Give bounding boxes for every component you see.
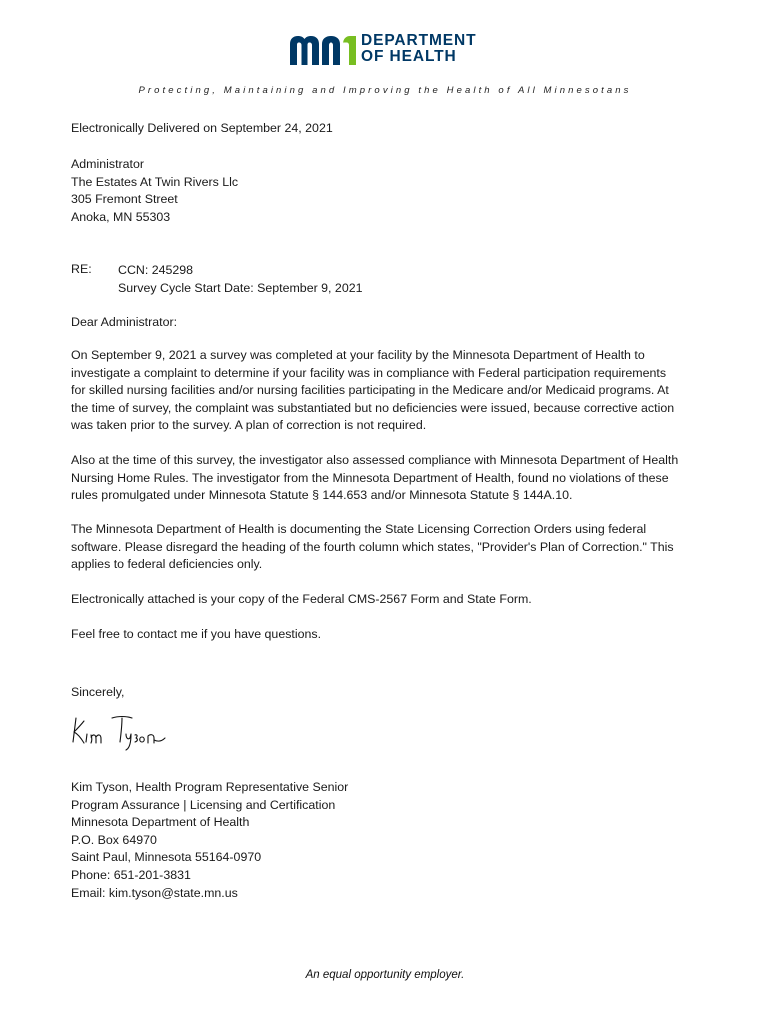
- salutation: Dear Administrator:: [71, 315, 178, 329]
- logo-text-line2: OF HEALTH: [361, 48, 457, 65]
- paragraph-attachment: Electronically attached is your copy of the Federal CMS-2567 Form and State Form.: [71, 592, 532, 606]
- paragraph-rules: [71, 452, 701, 505]
- paragraph-line: applies to federal deficiencies only.: [71, 557, 263, 572]
- footer-text: An equal opportunity employer.: [305, 969, 465, 981]
- paragraph-line: for skilled nursing facilities and/or nursing facilities participating in the Medicare and/or Medicaid programs. At: [71, 383, 669, 398]
- signer-phone: Phone: 651-201-3831: [71, 867, 191, 882]
- signer-city: Saint Paul, Minnesota 55164-0970: [71, 850, 262, 865]
- delivery-date: Electronically Delivered on September 24, 2021: [71, 121, 333, 135]
- handwritten-signature: [68, 712, 178, 757]
- paragraph-line: was taken prior to the survey. A plan of correction is not required.: [71, 418, 427, 433]
- signer-pobox: P.O. Box 64970: [71, 832, 157, 847]
- signer-unit: Program Assurance | Licensing and Certification: [71, 797, 336, 812]
- address-line: Anoka, MN 55303: [71, 209, 171, 224]
- logo-text-line1: DEPARTMENT: [361, 32, 477, 49]
- re-details: [118, 262, 363, 297]
- signer-block: [71, 779, 701, 902]
- address-line: 305 Fremont Street: [71, 192, 178, 207]
- closing: Sincerely,: [71, 685, 125, 699]
- paragraph-contact: Feel free to contact me if you have questions.: [71, 627, 322, 641]
- paragraph-line: Nursing Home Rules. The investigator from the Minnesota Department of Health, found no violations of these: [71, 470, 669, 485]
- signer-org: Minnesota Department of Health: [71, 815, 250, 830]
- survey-date-line: Survey Cycle Start Date: September 9, 2021: [118, 280, 363, 295]
- paragraph-line: rules promulgated under Minnesota Statute § 144.653 and/or Minnesota Statute § 144A.10.: [71, 488, 573, 503]
- paragraph-line: the time of survey, the complaint was substantiated but no deficiencies were issued, because corrective action: [71, 400, 675, 415]
- mdh-logo: [290, 33, 480, 69]
- address-line: Administrator: [71, 157, 144, 171]
- signer-email: Email: kim.tyson@state.mn.us: [71, 885, 238, 900]
- paragraph-line: investigate a complaint to determine if your facility was in compliance with Federal participation requirements: [71, 365, 667, 380]
- paragraph-line: Also at the time of this survey, the investigator also assessed compliance with Minnesota Department of Health: [71, 453, 679, 467]
- signer-name: Kim Tyson, Health Program Representative Senior: [71, 780, 349, 794]
- mn-logo-icon: [290, 35, 356, 65]
- ccn-line: CCN: 245298: [118, 263, 194, 277]
- recipient-address: [71, 156, 701, 226]
- re-label: RE:: [71, 262, 92, 276]
- paragraph-survey: [71, 347, 701, 435]
- address-line: The Estates At Twin Rivers Llc: [71, 174, 239, 189]
- tagline: Protecting, Maintaining and Improving the Health of All Minnesotans: [138, 85, 632, 96]
- paragraph-software: [71, 521, 701, 574]
- paragraph-line: The Minnesota Department of Health is documenting the State Licensing Correction Orders using federal: [71, 522, 647, 536]
- paragraph-line: On September 9, 2021 a survey was completed at your facility by the Minnesota Department of Health to: [71, 348, 645, 362]
- paragraph-line: software. Please disregard the heading of the fourth column which states, "Provider's Plan of Correction." This: [71, 539, 674, 554]
